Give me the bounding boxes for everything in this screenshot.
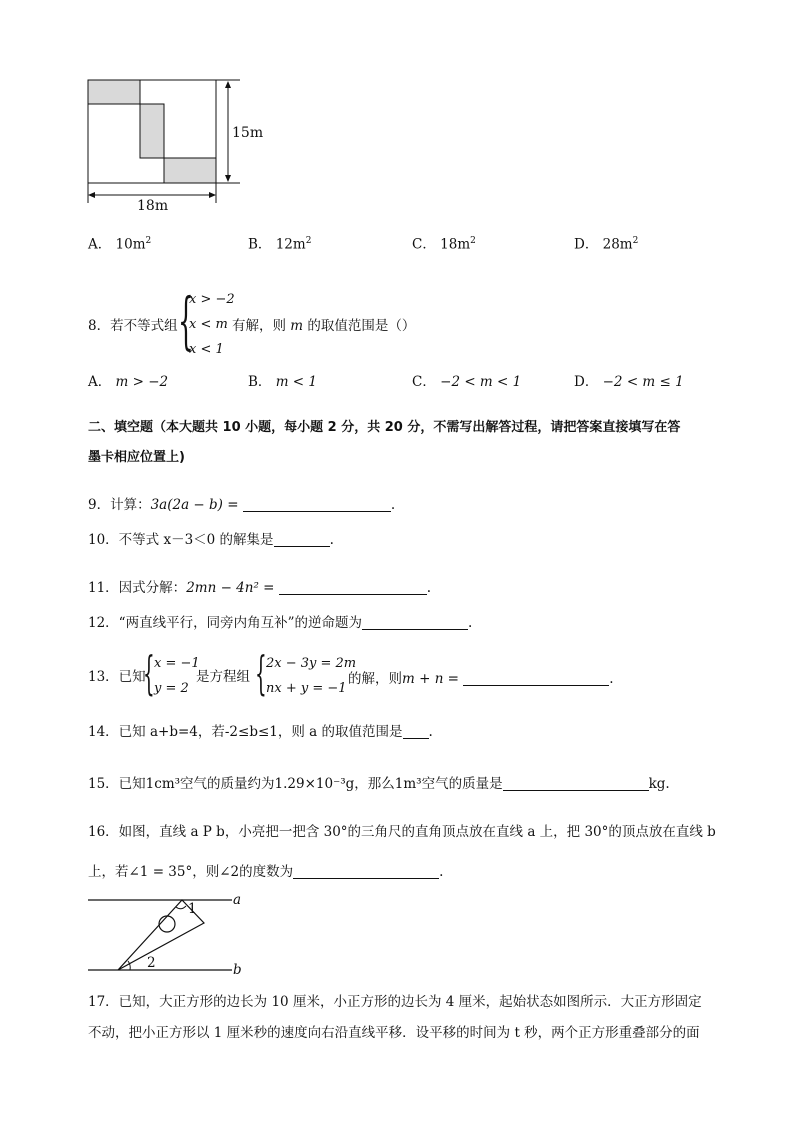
q9: 9．计算：3a(2a − b) = . (88, 497, 396, 513)
label-b: b (233, 962, 242, 978)
q13-sys2-line-2: nx + y = −1 (266, 681, 347, 696)
q13-answer-blank[interactable] (463, 671, 609, 686)
staircase-figure (80, 74, 280, 219)
q17-line-1: 17．已知，大正方形的边长为 10 厘米，小正方形的边长为 4 厘米，起始状态如图所示．大正方形固定 (88, 994, 702, 1010)
q8-option-a: A． m > −2 (88, 374, 169, 390)
q17-line-2: 不动，把小正方形以 1 厘米秒的速度向右沿直线平移．设平移的时间为 t 秒，两个正方形重叠部分的面 (88, 1025, 700, 1041)
q13-brace-2: { (255, 646, 267, 700)
label-a: a (233, 892, 242, 908)
q7-option-b: B． $12m^2$ (248, 236, 312, 253)
shaded-step-2 (140, 104, 164, 158)
q8-system-line-3: x < 1 (189, 342, 224, 357)
q8-option-c: C． −2 < m < 1 (412, 374, 522, 390)
q13-prefix: 13．已知 (88, 669, 146, 685)
q13-brace-1: { (143, 646, 155, 700)
width-label: 18m (137, 198, 169, 214)
q8-system-line-2: x < m (189, 317, 228, 332)
q7-option-a: A． $10m^2$ (88, 236, 152, 253)
q9-answer-blank[interactable] (243, 497, 391, 512)
section-2-heading-line-2: 墨卡相应位置上) (88, 450, 185, 465)
q8-option-b: B． m < 1 (248, 374, 318, 390)
q13-sys2-line-1: 2x − 3y = 2m (266, 656, 357, 671)
q8-option-d: D． −2 < m ≤ 1 (574, 374, 684, 390)
q7-option-c: C． $18m^2$ (412, 236, 476, 253)
angle-2-label: 2 (147, 955, 156, 971)
height-label: 15m (232, 125, 264, 141)
q15-answer-blank[interactable] (503, 776, 649, 791)
q13-mid: 是方程组 (196, 669, 250, 685)
q11: 11．因式分解：2mn − 4n² = . (88, 580, 432, 596)
q8-system-line-1: x > −2 (189, 292, 235, 307)
q8-prefix: 8．若不等式组 (88, 318, 178, 334)
parallel-lines-figure (84, 890, 254, 980)
q16-line-1: 16．如图，直线 a P b，小亮把一把含 30°的三角尺的直角顶点放在直线 a 上，把 30°的顶点放在直线 b (88, 824, 716, 840)
q11-answer-blank[interactable] (279, 580, 427, 595)
q10-answer-blank[interactable] (274, 532, 330, 547)
q12: 12．“两直线平行，同旁内角互补”的逆命题为 . (88, 615, 473, 631)
q16-answer-blank[interactable] (293, 864, 439, 879)
shaded-step-3 (164, 158, 216, 183)
section-2-heading-line-1: 二、填空题（本大题共 10 小题，每小题 2 分，共 20 分，不需写出解答过程，请把答案直接填写在答 (88, 420, 681, 435)
shaded-step-1 (88, 80, 140, 104)
q8-brace: { (178, 284, 194, 357)
q13-tail: 的解，则m + n = . (348, 671, 614, 687)
triangle-hole (159, 916, 175, 932)
q14: 14．已知 a+b=4，若-2≤b≤1，则 a 的取值范围是 . (88, 724, 433, 740)
q8-tail: 有解，则 m 的取值范围是（） (232, 318, 416, 334)
q16-line-2: 上，若∠1 = 35°，则∠2的度数为 . (88, 864, 444, 880)
q13-sys1-line-2: y = 2 (154, 681, 189, 696)
q14-answer-blank[interactable] (403, 724, 429, 739)
q7-option-d: D． $28m^2$ (574, 236, 639, 253)
q12-answer-blank[interactable] (362, 615, 468, 630)
q15: 15．已知1cm³空气的质量约为1.29×10⁻³g，那么1m³空气的质量是 kg. (88, 776, 670, 792)
angle-1-label: 1 (188, 901, 197, 917)
q13-sys1-line-1: x = −1 (154, 656, 200, 671)
q10: 10．不等式 x－3＜0 的解集是 . (88, 532, 334, 548)
